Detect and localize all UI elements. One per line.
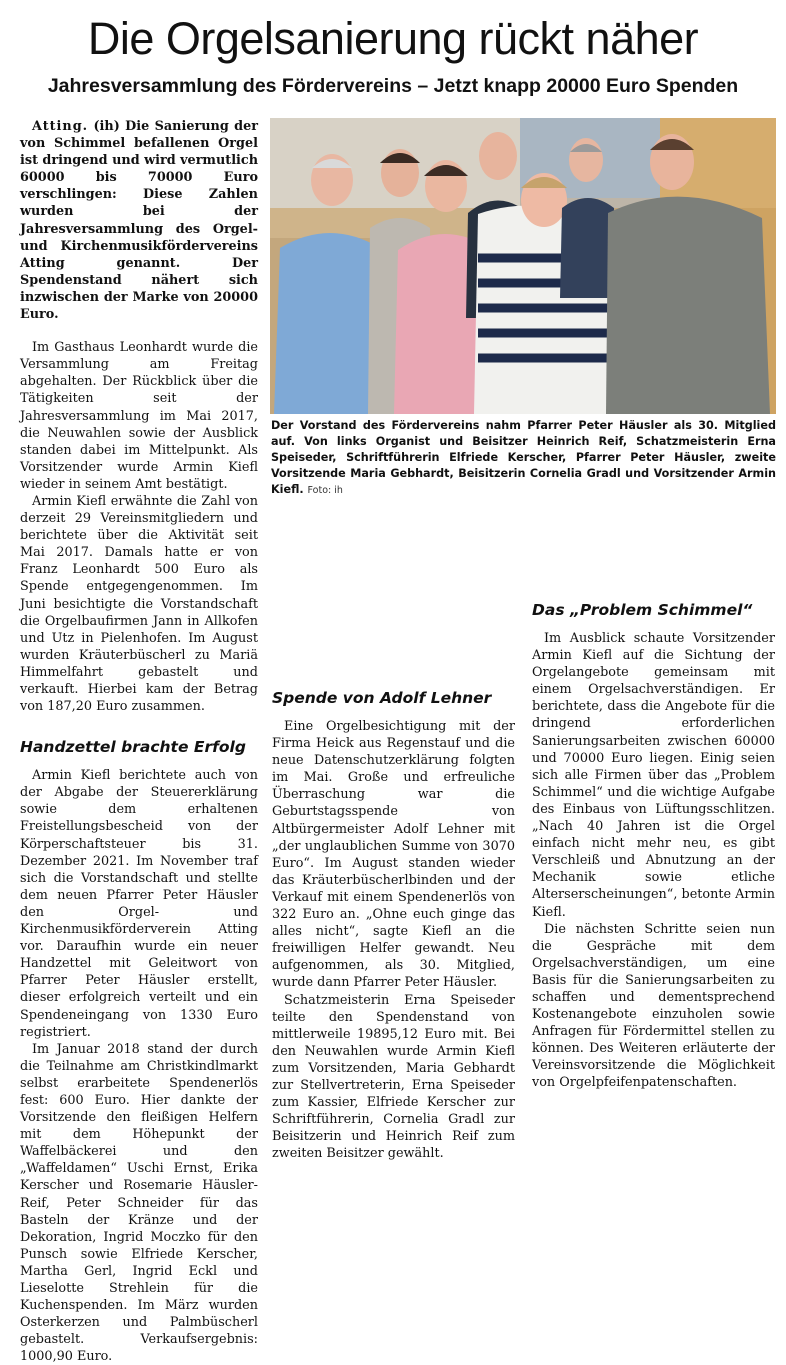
subheading-handzettel: Handzettel brachte Erfolg: [20, 738, 246, 757]
paragraph-1: Im Gasthaus Leonhardt wurde die Versammlung am Freitag abgehalten. Der Rückblick über die Tätigkeiten seit der Jahresversammlung im Mai 2017, die Neuwahlen sowie der Ausblick standen dabei im Mittelpunkt. Als Vorsitzender wurde Armin Kiefl wieder in seinem Amt bestätigt.: [20, 340, 258, 492]
group-photo-illustration: [270, 118, 776, 414]
column-3: [532, 498, 775, 1092]
paragraph-8: Die nächsten Schritte seien nun die Gespräche mit dem Orgelsachverständigen, um eine Basis für die Sanierungsarbeiten zu schaffen und dementsprechend Kostenangebote einzuholen sowie Anfragen für Fördermittel stellen zu können. Des Weiteren erläuterte der Vereinsvorsitzende die Möglichkeit von Orgelpfeifenpatenschaften.: [532, 921, 775, 1091]
photo-credit: Foto: ih: [307, 485, 343, 496]
subheadline: Jahresversammlung des Fördervereins – Jetzt knapp 20000 Euro Spenden: [47, 75, 739, 97]
column-2: [272, 498, 515, 1162]
photo-caption: [271, 418, 776, 499]
subheading-spende: Spende von Adolf Lehner: [272, 689, 492, 707]
subheading-schimmel: Das „Problem Schimmel“: [532, 601, 753, 619]
group-photo: [270, 118, 776, 414]
lead-place: Atting.: [32, 119, 89, 134]
paragraph-7: Im Ausblick schaute Vorsitzender Armin Kiefl auf die Sichtung der Orgelangebote gemeinsam mit einem Orgelsachverständigen. Er berichtete, dass die Angebote für die dringend erforderlichen Sanierungsarbeiten zwischen 60000 und 70000 Euro liegen. Einig seien sich alle Firmen über das „Problem Schimmel“ und die wichtige Aufgabe des Einbaus von Lüftungsschlitzen. „Nach 40 Jahren ist die Orgel einfach nicht mehr neu, es gibt Verschleiß und Abnutzung an der Mechanik sowie etliche Alterserscheinungen“, betonte Armin Kiefl.: [532, 631, 775, 920]
lead-text: (ih) Die Sanierung der von Schimmel befallenen Orgel ist dringend und wird vermutlich 60000 bis 70000 Euro verschlingen: Diese Zahlen wurden bei der Jahresversammlung des Orgel- und Kirchenmusikfördervereins Atting genannt. Der Spendenstand nähert sich inzwischen der Marke von 20000 Euro.: [20, 119, 259, 323]
paragraph-6: Schatzmeisterin Erna Speiseder teilte den Spendenstand von mittlerweile 19895,12 Euro mit. Bei den Neuwahlen wurde Armin Kiefl zum Vorsitzenden, Maria Gebhardt zur Stellvertreterin, Erna Speiseder zum Kassier, Elfriede Kerscher zur Schriftführerin, Cornelia Gradl zur Beisitzerin und Heinrich Reif zum zweiten Beisitzer gewählt.: [272, 992, 515, 1162]
lead-paragraph: [20, 118, 258, 323]
photo-caption-text: Der Vorstand des Fördervereins nahm Pfarrer Peter Häusler als 30. Mitglied auf. Von links Organist und Beisitzer Heinrich Reif, Schatzmeisterin Erna Speiseder, Schriftführerin Elfriede Kerscher, Pfarrer Peter Häusler, zweite Vorsitzende Maria Gebhardt, Beisitzerin Cornelia Gradl und Vorsitzender Armin Kiefl.: [271, 419, 776, 496]
paragraph-2: Armin Kiefl erwähnte die Zahl von derzeit 29 Vereinsmitgliedern und berichtete über die Aktivität seit Mai 2017. Damals hatte er von Franz Leonhardt 500 Euro als Spende entgegengenommen. Im Juni besichtigte die Vorstandschaft die Orgelbaufirmen Jann in Allkofen und Utz in Pielenhofen. Im August wurden Kräuterbüscherl zu Mariä Himmelfahrt gebastelt und verkauft. Hierbei kam der Betrag von 187,20 Euro zusammen.: [20, 493, 258, 715]
paragraph-5: Eine Orgelbesichtigung mit der Firma Heick aus Regenstauf und die neue Datenschutzerklärung folgten im Mai. Große und erfreuliche Überraschung war die Geburtstagsspende von Altbürgermeister Adolf Lehner mit „der unglaublichen Summe von 3070 Euro“. Im August standen wieder das Kräuterbüscherlbinden und der Verkauf mit einem Spendenerlös von 322 Euro an. „Ohne euch ginge das alles nicht“, sagte Kiefl an die freiwilligen Helfer gewandt. Neu aufgenommen, als 30. Mitglied, wurde dann Pfarrer Peter Häusler.: [272, 719, 515, 991]
paragraph-4: Im Januar 2018 stand der durch die Teilnahme am Christkindlmarkt selbst erarbeitete Spendenerlös fest: 600 Euro. Hier dankte der Vorsitzende den fleißigen Helfern mit dem Höhepunkt der Waffelbäckerei und den „Waffeldamen“ Uschi Ernst, Erika Kerscher und Rosemarie Häusler-Reif, Peter Schneider für das Basteln der Kränze und der Dekoration, Ingrid Moczko für den Punsch sowie Elfriede Kerscher, Martha Gerl, Ingrid Eckl und Lieselotte Strehlein für die Kuchenspenden. Im März wurden Osterkerzen und Palmbüscherl gebastelt. Verkaufsergebnis: 1000,90 Euro.: [20, 1041, 258, 1365]
column-1: [20, 118, 258, 1365]
headline: Die Orgelsanierung rückt näher: [87, 13, 699, 64]
paragraph-3: Armin Kiefl berichtete auch von der Abgabe der Steuererklärung sowie dem erhaltenen Freistellungsbescheid von der Körperschaftsteuer bis 31. Dezember 2021. Im November traf sich die Vorstandschaft und stellte dem neuen Pfarrer Peter Häusler den Orgel- und Kirchenmusikförderverein Atting vor. Daraufhin wurde ein neuer Handzettel mit Geleitwort von Pfarrer Peter Häusler erstellt, dieser erfolgreich verteilt und ein Spendeneingang von 1330 Euro registriert.: [20, 768, 258, 1040]
